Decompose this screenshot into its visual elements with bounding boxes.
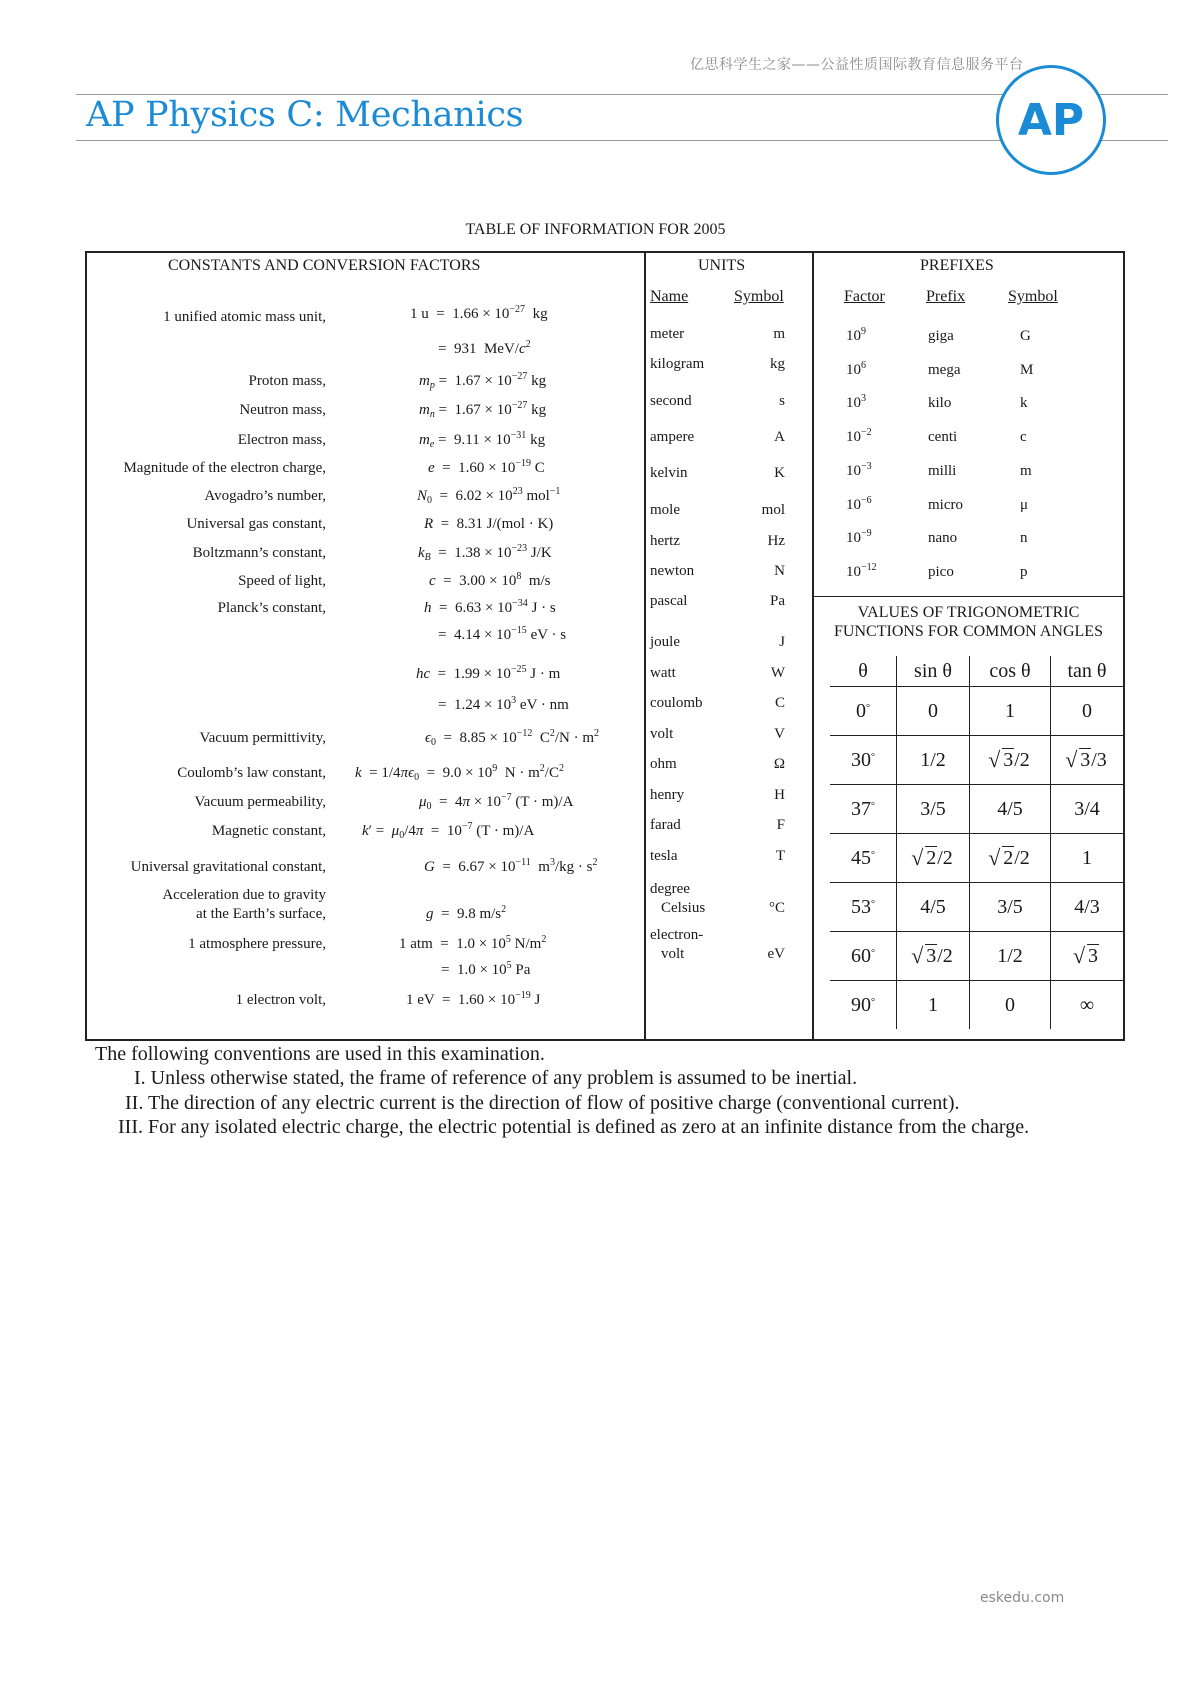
trig-cos-cell: 4/5 (970, 785, 1051, 834)
watermark-text: 亿思科学生之家——公益性质国际教育信息服务平台 (690, 57, 1024, 73)
unit-name: degree (650, 881, 690, 897)
unit-name: farad (650, 817, 681, 833)
trig-angle-cell: 45° (830, 834, 897, 883)
constant-label: 1 unified atomic mass unit, (163, 309, 326, 325)
footer-site: eskedu.com (980, 1590, 1065, 1606)
unit-symbol: A (774, 429, 785, 445)
constant-label: Universal gravitational constant, (130, 859, 326, 875)
unit-name: coulomb (650, 695, 703, 711)
trig-angle-cell: 60° (830, 932, 897, 981)
convention-item-2: II. The direction of any electric current is the direction of flow of positive charge (conventional current). (125, 1092, 960, 1114)
trig-header-cell: θ (830, 656, 897, 687)
prefix-name: pico (928, 563, 954, 580)
constant-label: Coulomb’s law constant, (177, 765, 326, 781)
constant-value: $m_n = 1.67 \times 10^{-27}$ kg (419, 400, 547, 420)
unit-symbol: Pa (770, 593, 785, 609)
constant-value: $m_e = 9.11 \times 10^{-31}$ kg (419, 430, 546, 450)
trig-sin-cell: 1 (897, 981, 970, 1030)
trig-row (830, 883, 1123, 932)
constant-value: $m_p = 1.67 \times 10^{-27}$ kg (419, 371, 547, 391)
unit-name: kelvin (650, 465, 688, 481)
constant-label: Planck’s constant, (217, 600, 326, 616)
constant-value: 1 eV = $1.60 \times 10^{-19}$ J (406, 990, 541, 1008)
unit-name: kilogram (650, 356, 705, 372)
constant-value: 1 atm = $1.0 \times 10^5$ $N/m^2$ (399, 934, 547, 952)
prefix-factor: $10^{-2}$ (846, 427, 872, 446)
unit-symbol: Hz (767, 533, 785, 549)
constant-value: $N_0 = 6.02 \times 10^{23}$ mol$^{-1}$ (417, 486, 561, 506)
constant-value: $c = 3.00 \times 10^8$ m/s (429, 571, 551, 589)
trig-angle-cell: 53° (830, 883, 897, 932)
units-heading: UNITS (698, 257, 746, 274)
unit-name: ampere (650, 429, 695, 445)
constant-value: $\epsilon_0 = 8.85 \times 10^{-12}$ $C^2/N \cdot m^2$ (425, 728, 600, 748)
constant-value: = $1.0 \times 10^5$ Pa (441, 960, 531, 978)
convention-item-3: III. For any isolated electric charge, the electric potential is defined as zero at an infinite distance from the charge. (118, 1116, 1030, 1138)
convention-item-1: I. Unless otherwise stated, the frame of reference of any problem is assumed to be inertial. (134, 1067, 858, 1089)
unit-symbol: W (770, 665, 785, 681)
constant-label: Neutron mass, (239, 402, 326, 418)
trig-sin-cell: 0 (897, 687, 970, 736)
trig-cos-cell: √ 3/2 (970, 736, 1051, 785)
prefix-name: centi (928, 429, 958, 446)
constant-label: Acceleration due to gravity (162, 887, 326, 903)
prefix-symbol: p (1020, 563, 1028, 580)
prefix-symbol: μ (1020, 496, 1029, 513)
prefixes-col-prefix: Prefix (926, 288, 966, 305)
prefixes-col-factor: Factor (844, 288, 885, 305)
unit-name: joule (650, 634, 680, 650)
trig-row (830, 834, 1123, 883)
constant-label: 1 atmosphere pressure, (188, 936, 326, 952)
trig-cos-cell: 1/2 (970, 932, 1051, 981)
unit-symbol: mol (761, 502, 785, 518)
unit-symbol: °C (768, 900, 785, 916)
table-title: TABLE OF INFORMATION FOR 2005 (465, 221, 726, 238)
trig-sin-cell: 4/5 (897, 883, 970, 932)
trig-sin-cell: 3/5 (897, 785, 970, 834)
unit-symbol: J (779, 634, 785, 650)
prefix-factor: $10^{-9}$ (846, 528, 872, 547)
unit-name: mole (650, 502, 680, 518)
trig-cos-cell: 0 (970, 981, 1051, 1030)
constant-value: $k = 1/4\pi\epsilon_0 = 9.0 \times 10^9$ $N \cdot m^2/C^2$ (355, 763, 564, 783)
unit-name: meter (650, 326, 685, 342)
trig-angle-cell: 0° (830, 687, 897, 736)
trig-angle-cell: 37° (830, 785, 897, 834)
prefixes-col-symbol: Symbol (1008, 288, 1058, 305)
prefix-symbol: n (1020, 530, 1028, 547)
trig-cos-cell: √ 2/2 (970, 834, 1051, 883)
unit-symbol: N (774, 563, 785, 579)
constant-label: Magnetic constant, (211, 823, 326, 839)
prefix-name: kilo (928, 395, 952, 412)
constant-label: Electron mass, (237, 432, 326, 448)
prefix-name: mega (928, 361, 961, 378)
trig-top-rule (814, 596, 1123, 597)
unit-symbol: Ω (773, 756, 785, 772)
prefix-factor: $10^9$ (846, 326, 866, 344)
prefix-symbol: k (1020, 395, 1028, 412)
unit-name: electron- (650, 927, 704, 943)
trig-heading-line1: VALUES OF TRIGONOMETRIC (857, 604, 1080, 621)
trig-cos-cell: 3/5 (970, 883, 1051, 932)
unit-name: tesla (650, 848, 678, 864)
trig-sin-cell: 1/2 (897, 736, 970, 785)
page-title: AP Physics C: Mechanics (86, 95, 524, 135)
prefixes-heading: PREFIXES (920, 257, 994, 274)
unit-symbol: K (774, 465, 785, 481)
units-col-name: Name (650, 288, 689, 305)
constant-value: $e = 1.60 \times 10^{-19}$ C (428, 458, 545, 476)
trig-row (830, 981, 1123, 1030)
constant-value: hc = $1.99 \times 10^{-25}$ J · m (416, 664, 561, 682)
unit-symbol: F (776, 817, 785, 833)
ap-logo: AP (996, 65, 1106, 175)
unit-name: volt (661, 946, 685, 962)
trig-heading-line2: FUNCTIONS FOR COMMON ANGLES (834, 623, 1103, 640)
constant-value: $h = 6.63 \times 10^{-34}$ J · s (424, 598, 556, 616)
unit-name: second (650, 393, 692, 409)
constant-value: $k_B = 1.38 \times 10^{-23}$ J/K (418, 543, 552, 563)
constant-value: = 931 MeV/$c^2$ (438, 339, 531, 357)
trig-header-cell: sin θ (897, 656, 970, 687)
trig-table (830, 656, 1123, 1029)
constant-label: Speed of light, (238, 573, 326, 589)
constant-value: $k' = \mu_0/4\pi = 10^{-7}$ (T · m)/A (362, 821, 535, 841)
trig-angle-cell: 90° (830, 981, 897, 1030)
unit-name: Celsius (661, 900, 706, 916)
constant-value: R = 8.31 J/(mol · K) (424, 516, 554, 532)
constant-value: = $1.24 \times 10^3$ eV · nm (438, 695, 569, 713)
prefix-symbol: m (1020, 462, 1032, 479)
trig-tan-cell: ∞ (1079, 993, 1095, 1016)
trig-row (830, 687, 1123, 736)
trig-tan-cell: 3/4 (1051, 785, 1124, 834)
prefix-factor: $10^3$ (846, 393, 866, 412)
unit-symbol: m (773, 326, 785, 342)
trig-row (830, 785, 1123, 834)
prefix-symbol: c (1020, 429, 1027, 446)
prefix-factor: $10^6$ (846, 359, 866, 378)
prefix-symbol: M (1020, 361, 1034, 378)
unit-name: newton (650, 563, 695, 579)
constant-value: $\mu_0 = 4\pi \times 10^{-7}$ (T · m)/A (419, 792, 574, 812)
unit-symbol: T (775, 848, 785, 864)
unit-symbol: eV (767, 946, 785, 962)
trig-header-cell: cos θ (970, 656, 1051, 687)
constants-heading: CONSTANTS AND CONVERSION FACTORS (168, 257, 481, 274)
constant-label: Avogadro’s number, (204, 488, 326, 504)
unit-symbol: s (779, 393, 785, 409)
prefix-name: nano (928, 530, 958, 547)
trig-row (830, 736, 1123, 785)
units-col-symbol: Symbol (734, 288, 784, 305)
trig-row (830, 932, 1123, 981)
constant-label: Universal gas constant, (186, 516, 326, 532)
constant-label: at the Earth’s surface, (196, 906, 326, 922)
prefix-name: giga (928, 328, 954, 344)
unit-name: volt (650, 726, 674, 742)
trig-header-cell: tan θ (1051, 656, 1124, 687)
constant-label: 1 electron volt, (235, 992, 326, 1008)
constant-value: 1 $u = 1.66 \times 10^{-27}$ kg (410, 304, 548, 322)
prefix-name: milli (928, 462, 957, 479)
column-divider (644, 251, 646, 1041)
prefix-name: micro (928, 496, 963, 513)
constant-label: Vacuum permittivity, (199, 730, 326, 746)
trig-sin-cell: √ 3/2 (897, 932, 970, 981)
prefix-factor: $10^{-3}$ (846, 460, 872, 479)
column-divider (812, 251, 814, 1041)
conventions-intro: The following conventions are used in this examination. (95, 1043, 545, 1065)
unit-name: henry (650, 787, 685, 803)
constant-value: g = 9.8 $m/s^2$ (426, 904, 507, 922)
constant-label: Proton mass, (248, 373, 326, 389)
trig-angle-cell: 30° (830, 736, 897, 785)
unit-name: ohm (650, 756, 677, 772)
unit-name: hertz (650, 533, 680, 549)
unit-symbol: H (774, 787, 785, 803)
trig-tan-cell: √ 3/3 (1051, 736, 1124, 785)
prefix-factor: $10^{-12}$ (846, 561, 877, 580)
constant-label: Magnitude of the electron charge, (123, 460, 326, 476)
prefix-symbol: G (1020, 328, 1031, 344)
unit-name: pascal (650, 593, 688, 609)
unit-name: watt (650, 665, 676, 681)
constant-label: Vacuum permeability, (194, 794, 326, 810)
trig-tan-cell: 1 (1051, 834, 1124, 883)
trig-tan-cell: 0 (1051, 687, 1124, 736)
unit-symbol: C (774, 695, 785, 711)
trig-cos-cell: 1 (970, 687, 1051, 736)
unit-symbol: kg (770, 356, 785, 372)
constant-value: = $4.14 \times 10^{-15}$ eV · s (438, 625, 567, 643)
prefix-factor: $10^{-6}$ (846, 494, 872, 513)
constant-value: $G = 6.67 \times 10^{-11}$ $m^3/kg \cdot s^2$ (424, 857, 598, 875)
trig-tan-cell: 4/3 (1051, 883, 1124, 932)
unit-symbol: V (774, 726, 785, 742)
constant-label: Boltzmann’s constant, (192, 545, 326, 561)
trig-tan-cell: √ 3 (1051, 932, 1124, 981)
trig-sin-cell: √ 2/2 (897, 834, 970, 883)
